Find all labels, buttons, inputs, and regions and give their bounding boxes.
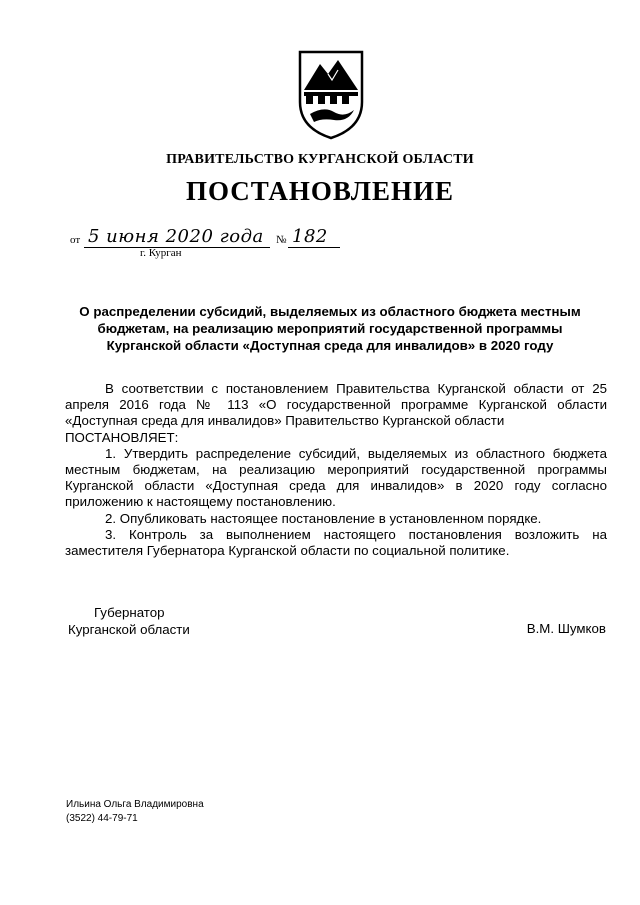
signatory-title-line: Губернатор <box>94 605 165 620</box>
item-2: 2. Опубликовать настоящее постановление в установленном порядке. <box>105 510 542 526</box>
subject-line: Курганской области «Доступная среда для инвалидов» в 2020 году <box>106 338 554 353</box>
number-underline <box>288 247 340 248</box>
subject-line: бюджетам, на реализацию мероприятий государственной программы <box>97 321 563 336</box>
signatory-title-line: Курганской области <box>68 622 190 637</box>
contact-person: Ильина Ольга Владимировна <box>66 799 204 810</box>
subject-line: О распределении субсидий, выделяемых из областного бюджета местным <box>79 304 581 319</box>
number-handwritten: 182 <box>292 226 328 247</box>
date-line <box>70 226 370 250</box>
city: г. Курган <box>140 247 182 259</box>
resolves-word: ПОСТАНОВЛЯЕТ: <box>65 429 179 445</box>
document-type: ПОСТАНОВЛЕНИЕ <box>185 176 455 206</box>
signatory-title <box>68 604 190 638</box>
item-1: 1. Утвердить распределение субсидий, выделяемых из областного бюджета местным бюджетам, на реализацию мероприятий государственной программы Курганской области «Доступная среда для инвалидов» в 2020 году согласно приложению к настоящему постановлению. <box>65 445 607 510</box>
date-from-label: от <box>70 234 81 246</box>
number-label: № <box>276 234 287 246</box>
item-3: 3. Контроль за выполнением настоящего постановления возложить на заместителя Губернатора Курганской области по социальной политике. <box>65 526 607 559</box>
document-body <box>65 381 607 559</box>
contact-phone: (3522) 44-79-71 <box>66 813 138 824</box>
document-subject <box>60 303 600 354</box>
preamble-paragraph: В соответствии с постановлением Правительства Курганской области от 25 апреля 2016 года № 113 «О государственной программе Курганской области «Доступная среда для инвалидов» Правительство Курганской области <box>65 381 607 429</box>
signatory-name: В.М. Шумков <box>526 621 606 636</box>
government-name: ПРАВИТЕЛЬСТВО КУРГАНСКОЙ ОБЛАСТИ <box>166 152 474 167</box>
date-handwritten: 5 июня 2020 года <box>88 226 264 247</box>
coat-of-arms-icon <box>296 50 366 140</box>
contact-block <box>66 798 204 826</box>
